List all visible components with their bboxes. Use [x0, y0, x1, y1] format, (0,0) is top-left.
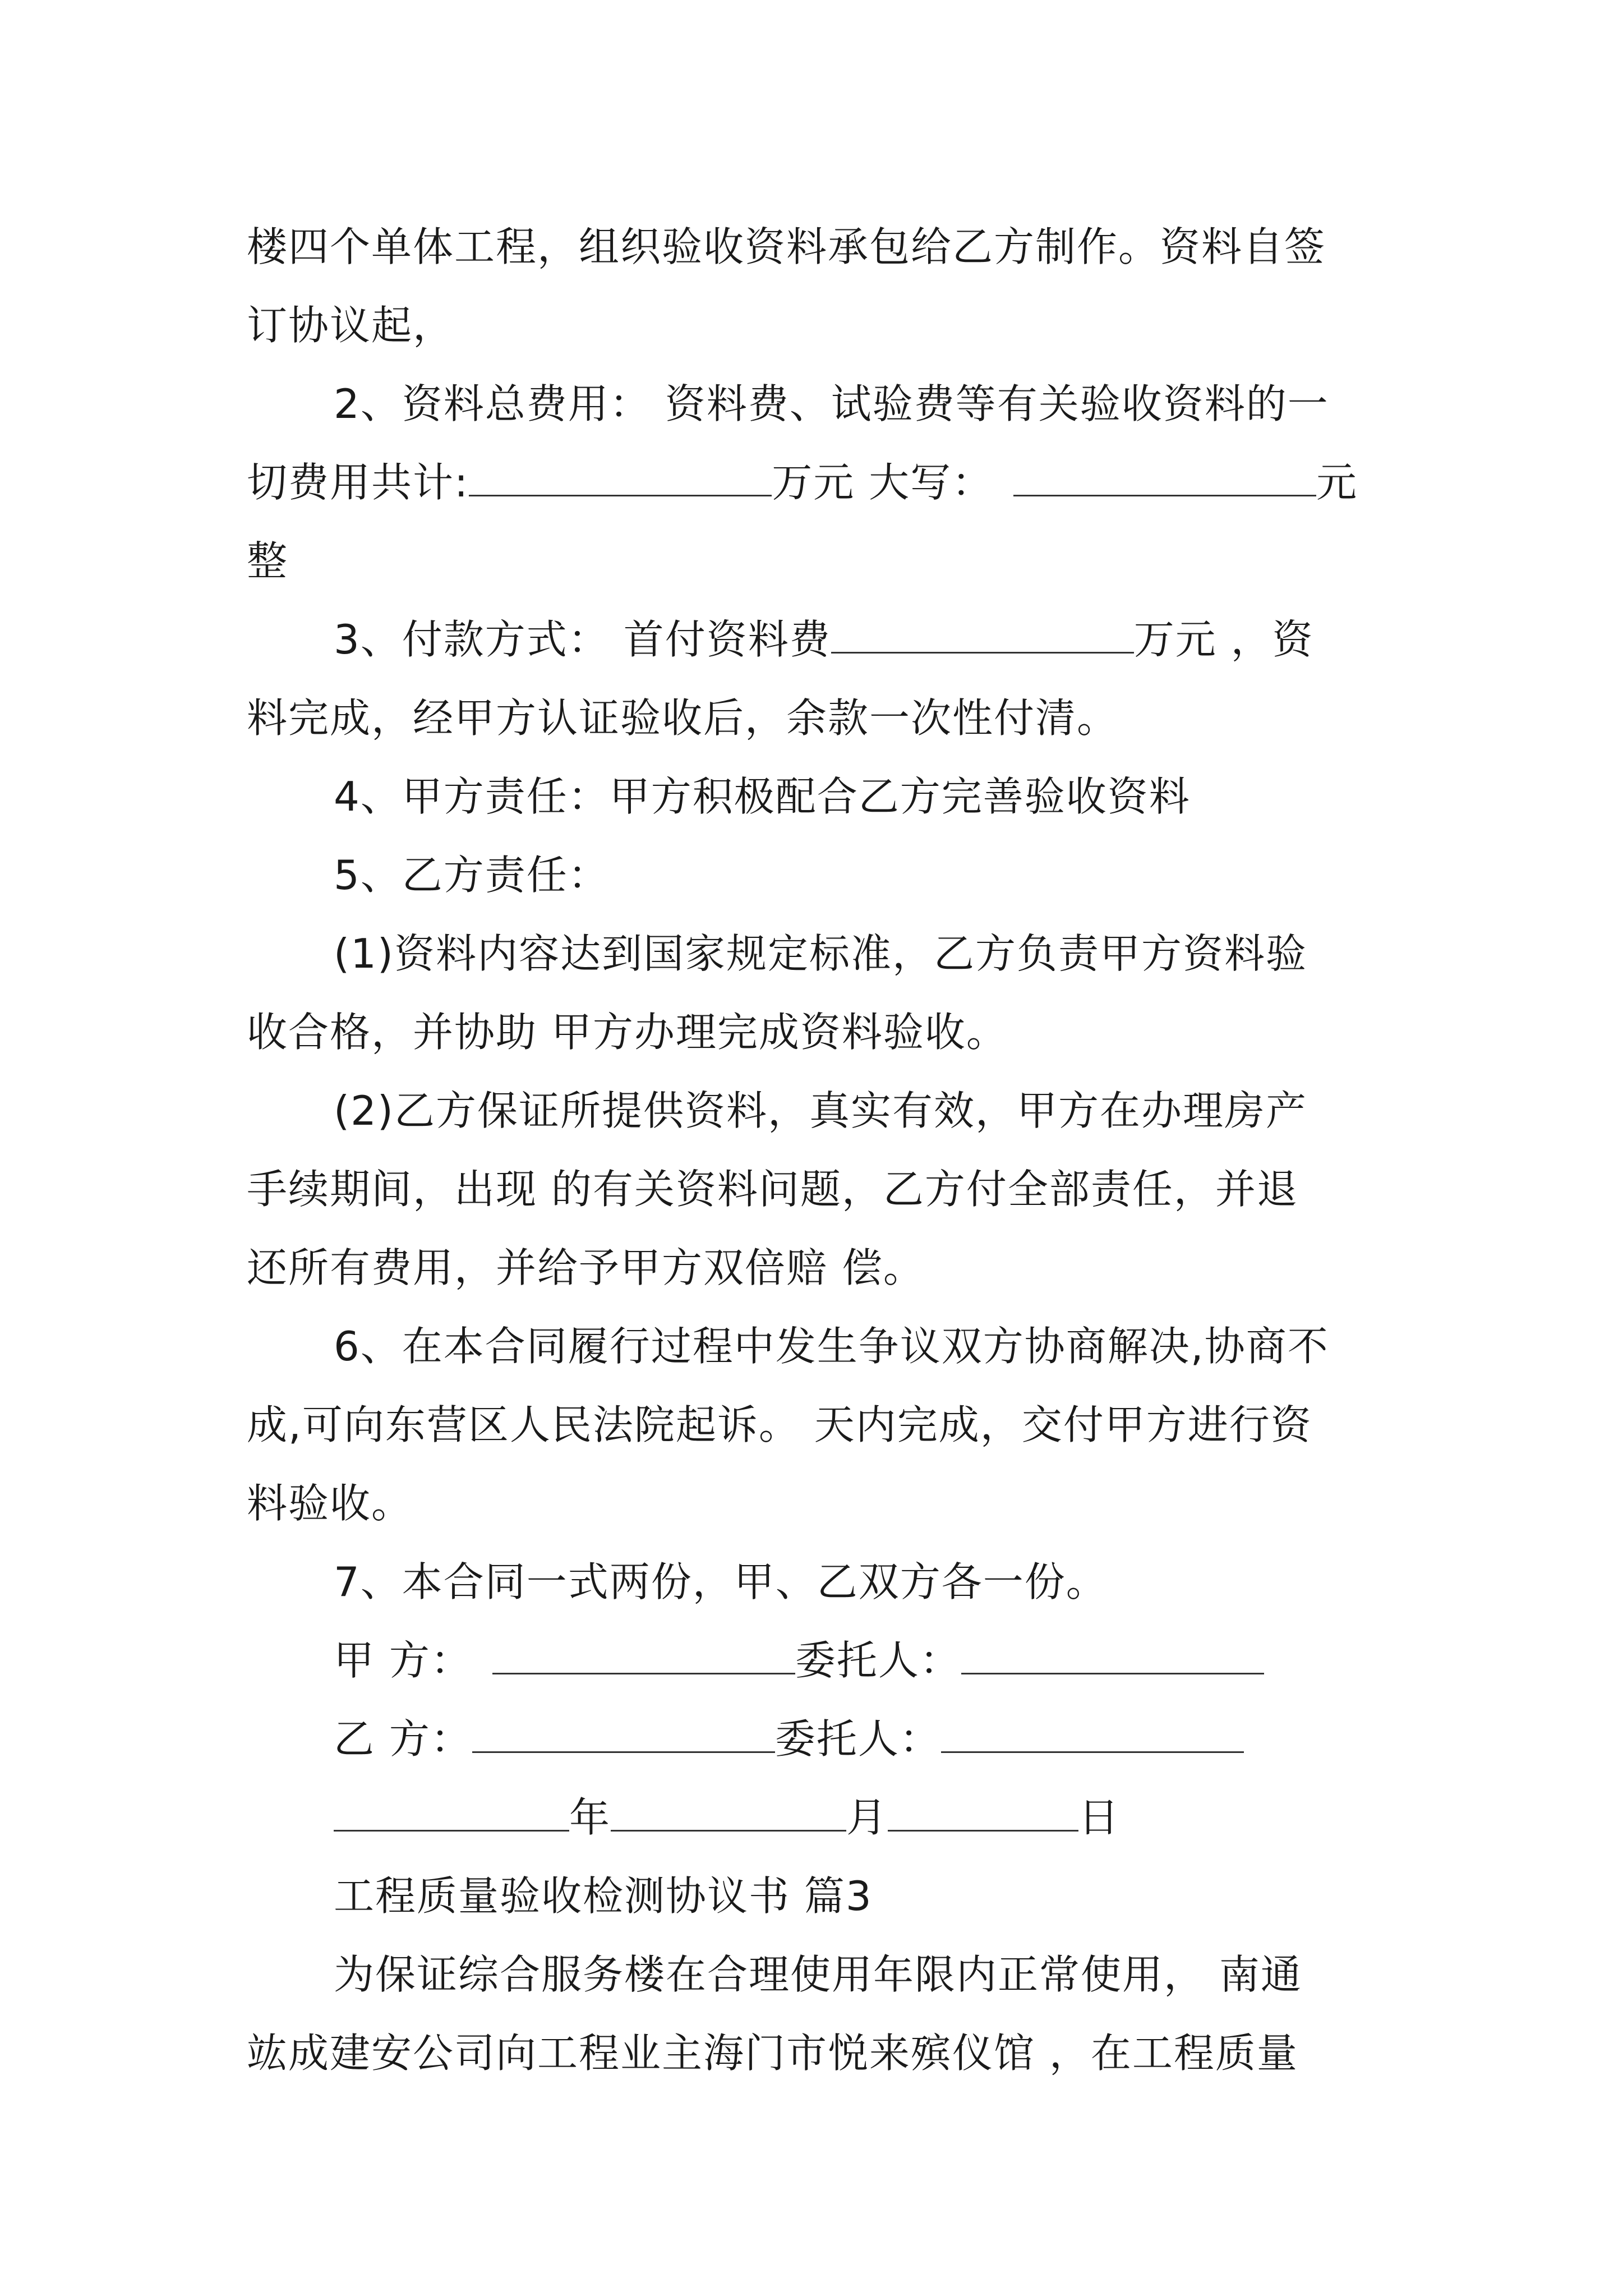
- blank-year-field: [334, 1797, 569, 1832]
- label-month: 月: [846, 1794, 888, 1841]
- paragraph-line: 收合格，并协助 甲方办理完成资料验收。: [247, 1009, 1008, 1056]
- paragraph-line: 还所有费用，并给予甲方双倍赔 偿。: [247, 1244, 925, 1291]
- label-down-payment: 3、付款方式： 首付资料费: [334, 616, 831, 663]
- document-body: [247, 208, 1387, 2092]
- blank-agent-a-field: [961, 1640, 1264, 1674]
- label-agent-a: 委托人：: [795, 1637, 961, 1684]
- label-agent-b: 委托人：: [774, 1715, 941, 1763]
- paragraph-line: 手续期间，出现 的有关资料问题，乙方付全部责任，并退: [247, 1166, 1298, 1213]
- label-party-b: 乙 方：: [334, 1715, 472, 1763]
- label-day: 日: [1078, 1794, 1121, 1841]
- signature-date-line: [247, 1778, 1387, 1857]
- label-wan-yuan: 万元 ，资: [1133, 616, 1314, 663]
- paragraph-line: 成,可向东营区人民法院起诉。 天内完成，交付甲方进行资: [247, 1401, 1312, 1448]
- blank-day-field: [888, 1797, 1078, 1832]
- label-total-cost: 切费用共计:: [247, 459, 469, 506]
- signature-party-a-line: [247, 1621, 1387, 1700]
- label-party-a: 甲 方：: [334, 1637, 472, 1684]
- paragraph-line: 订协议起，: [247, 302, 455, 349]
- blank-month-field: [611, 1797, 846, 1832]
- signature-party-b-line: [247, 1700, 1387, 1778]
- clause-3-line: [247, 600, 1387, 679]
- clause-2-amount-line: [247, 443, 1387, 522]
- clause-5-1-line: (1)资料内容达到国家规定标准，乙方负责甲方资料验: [334, 930, 1307, 977]
- label-year: 年: [569, 1794, 611, 1841]
- paragraph-line: 料完成，经甲方认证验收后，余款一次性付清。: [247, 694, 1119, 742]
- section-title: 工程质量验收检测协议书 篇3: [334, 1872, 873, 1920]
- paragraph-line: 料验收。: [247, 1480, 413, 1527]
- blank-down-payment-field: [831, 619, 1134, 654]
- paragraph-line: 整: [247, 537, 289, 585]
- clause-7-line: 7、本合同一式两份，甲、乙双方各一份。: [334, 1558, 1108, 1605]
- clause-2-line: 2、资料总费用： 资料费、试验费等有关验收资料的一: [334, 380, 1329, 427]
- clause-6-line: 6、在本合同履行过程中发生争议双方协商解决,协商不: [334, 1323, 1329, 1370]
- clause-5-2-line: (2)乙方保证所提供资料，真实有效，甲方在办理房产: [334, 1087, 1307, 1134]
- paragraph-line: 竑成建安公司向工程业主海门市悦来殡仪馆 ，在工程质量: [247, 2030, 1298, 2077]
- label-wan-yuan-capital: 万元 大写：: [772, 459, 994, 506]
- paragraph-line: 楼四个单体工程，组织验收资料承包给乙方制作。资料自签: [247, 223, 1326, 270]
- section-3-intro-line: 为保证综合服务楼在合理使用年限内正常使用， 南通: [334, 1951, 1302, 1998]
- blank-amount-field: [469, 462, 772, 496]
- label-yuan: 元: [1316, 459, 1358, 506]
- blank-agent-b-field: [941, 1719, 1244, 1753]
- clause-5-line: 5、乙方责任：: [334, 852, 610, 899]
- blank-party-b-field: [472, 1719, 775, 1753]
- clause-4-line: 4、甲方责任：甲方积极配合乙方完善验收资料: [334, 773, 1191, 820]
- blank-party-a-field: [492, 1640, 795, 1674]
- blank-capital-amount-field: [1013, 462, 1316, 496]
